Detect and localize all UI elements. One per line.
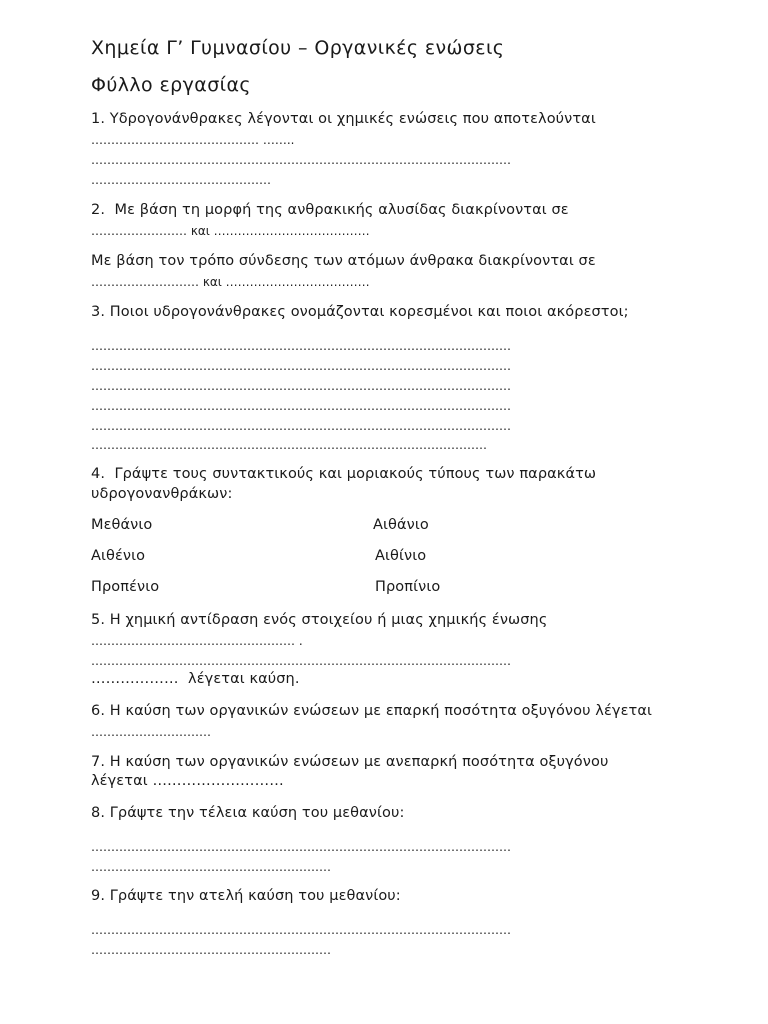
answer-line: ……………………………………………………………………………………………: [91, 339, 511, 353]
answer-line: …………………………………… ……..: [91, 133, 295, 147]
question-7-text-2: λέγεται ………………………: [91, 773, 284, 789]
answer-line: ……………………………………………………………………………………………: [91, 923, 511, 937]
compound-name: Αιθίνιο: [375, 548, 427, 564]
question-7-text: 7. Η καύση των οργανικών ενώσεων με ανεπαρκή ποσότητα οξυγόνου: [91, 754, 609, 770]
page-subtitle: Φύλλο εργασίας: [91, 74, 251, 96]
question-5-ending: ……………… λέγεται καύση.: [91, 671, 300, 687]
compound-name: Προπίνιο: [375, 579, 441, 595]
question-6-text: 6. Η καύση των οργανικών ενώσεων με επαρκή ποσότητα οξυγόνου λέγεται: [91, 703, 653, 719]
answer-line: ……………………………………………………………………………………………: [91, 840, 511, 854]
compound-name: Αιθένιο: [91, 548, 146, 564]
answer-line: ………………………………………………………………………………………: [91, 438, 487, 452]
answer-line: …………………………: [91, 725, 211, 739]
compound-name: Αιθάνιο: [373, 517, 429, 533]
answer-line: ……………………………………………………………………………………………: [91, 379, 511, 393]
question-1-text: 1. Υδρογονάνθρακες λέγονται οι χημικές ενώσεις που αποτελούνται: [91, 111, 596, 127]
question-4-text: 4. Γράψτε τους συντακτικούς και μοριακούς τύπους των παρακάτω: [91, 466, 597, 482]
answer-line: ……………………………………………………: [91, 943, 331, 957]
question-4-text-2: υδρογονανθράκων:: [91, 486, 233, 502]
answer-line: ………………………………………: [91, 173, 271, 187]
question-9-text: 9. Γράψτε την ατελή καύση του μεθανίου:: [91, 888, 401, 904]
question-2-text: 2. Με βάση τη μορφή της ανθρακικής αλυσίδας διακρίνονται σε: [91, 202, 569, 218]
compound-name: Μεθάνιο: [91, 517, 153, 533]
question-5-text: 5. Η χημική αντίδραση ενός στοιχείου ή μιας χημικής ένωσης: [91, 612, 548, 628]
answer-line: ……………………………………………………………………………………………: [91, 359, 511, 373]
question-2-text-2: Με βάση τον τρόπο σύνδεσης των ατόμων άνθρακα διακρίνονται σε: [91, 253, 596, 269]
question-8-text: 8. Γράψτε την τέλεια καύση του μεθανίου:: [91, 805, 405, 821]
answer-line: ……………………………………………………………………………………………: [91, 399, 511, 413]
answer-line: ……………………………………………………: [91, 860, 331, 874]
answer-line: …………………… και …………………………………: [91, 224, 370, 238]
answer-line: ……………………… και ………………………………: [91, 275, 370, 289]
compound-name: Προπένιο: [91, 579, 160, 595]
answer-line: ……………………………………………………………………………………………: [91, 654, 511, 668]
answer-line: ……………………………………………………………………………………………: [91, 153, 511, 167]
question-3-text: 3. Ποιοι υδρογονάνθρακες ονομάζονται κορεσμένοι και ποιοι ακόρεστοι;: [91, 304, 629, 320]
answer-line: …………………………………………… .: [91, 634, 303, 648]
page-title: Χημεία Γ’ Γυμνασίου – Οργανικές ενώσεις: [91, 37, 505, 59]
answer-line: ……………………………………………………………………………………………: [91, 419, 511, 433]
